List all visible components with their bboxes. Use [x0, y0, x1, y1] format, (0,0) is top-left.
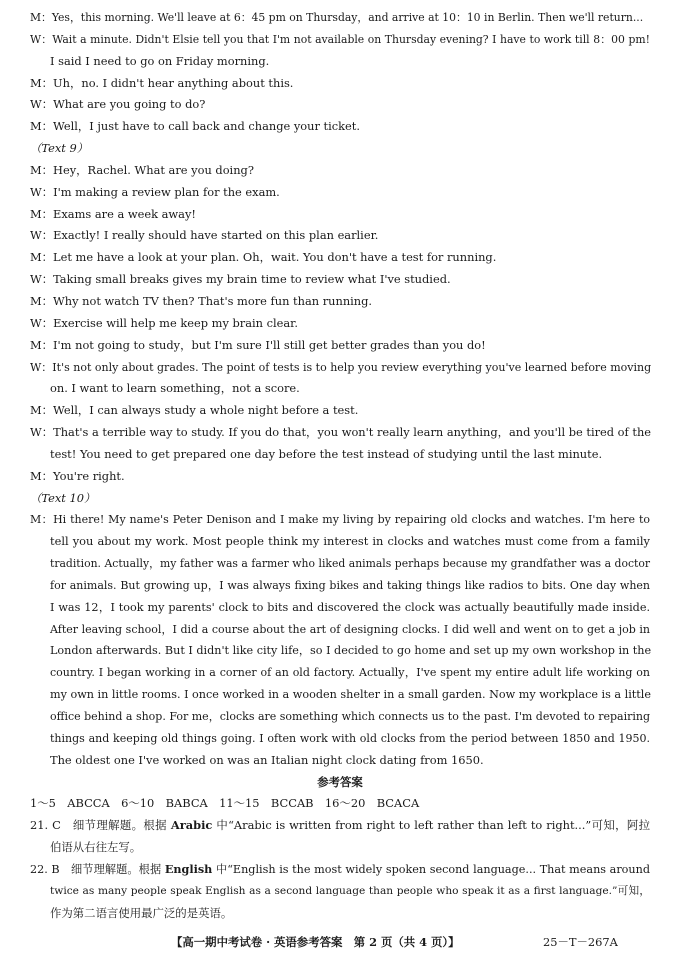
- monologue-line: tradition. Actually，my father was a farmer who liked animals perhaps because my grandfather was a doctor: [50, 557, 650, 571]
- dialogue-line: M：You're right.: [30, 468, 125, 483]
- monologue-line: things and keeping old things going. I often work with old clocks from the period between 1850 and 1950.: [50, 731, 650, 745]
- explanation-22-pre: 22. B 细节理解题。根据: [30, 862, 165, 876]
- monologue-line: London afterwards. But I didn't like city life，so I decided to go home and set up my own workshop in the: [50, 644, 652, 658]
- explanation-22-continued: twice as many people speak English as a second language than people who speak it as a first language.”可知，: [50, 884, 650, 897]
- dialogue-line: W：That's a terrible way to study. If you do that，you won't really learn anything，and you'll be tired of the: [30, 425, 652, 440]
- monologue-line: for animals. But growing up，I was always fixing bikes and taking things like radios to bits. One day when: [50, 578, 650, 592]
- answers-heading: 参考答案: [317, 774, 363, 789]
- dialogue-line: M：Uh，no. I didn't hear anything about this.: [30, 75, 294, 90]
- dialogue-line-continued: I said I need to go on Friday morning.: [50, 53, 270, 68]
- monologue-line: office behind a shop. For me，clocks are something which connects us to the past. I'm devoted to repairing: [50, 710, 650, 723]
- monologue-line: country. I began working in a corner of an old factory. Actually，I've spent my entire adult life working on: [50, 666, 650, 680]
- monologue-line: After leaving school，I did a course about the art of designing clocks. I did well and went on to get a job in: [50, 622, 650, 636]
- monologue-line: I was 12，I took my parents' clock to bits and discovered the clock was actually beautifully made inside.: [50, 600, 650, 614]
- dialogue-line: M：Hey，Rachel. What are you doing?: [30, 162, 254, 177]
- dialogue-line: W：Exercise will help me keep my brain clear.: [30, 315, 298, 330]
- dialogue-line: M：Why not watch TV then? That's more fun than running.: [30, 293, 373, 308]
- explanation-22-keyword: English: [164, 861, 213, 876]
- dialogue-line-continued: on. I want to learn something，not a score.: [50, 381, 300, 396]
- dialogue-line: M：Exams are a week away!: [30, 206, 196, 221]
- explanation-22-post: 中“English is the most widely spoken second language... That means around: [212, 862, 650, 876]
- dialogue-line: M：Well，I can always study a whole night before a test.: [30, 403, 359, 418]
- dialogue-line: M：I'm not going to study，but I'm sure I'll still get better grades than you do!: [30, 337, 486, 352]
- explanation-21-post: 中“Arabic is written from right to left rather than left to right...”可知，阿拉: [212, 818, 650, 833]
- monologue-line: The oldest one I've worked on was an Italian night clock dating from 1650.: [50, 752, 484, 767]
- dialogue-line: W：It's not only about grades. The point of tests is to help you review everything you've learned before moving: [30, 360, 652, 374]
- text-10-label: （Text 10）: [30, 490, 96, 505]
- text-9-label: （Text 9）: [30, 141, 89, 156]
- dialogue-line: W：Taking small breaks gives my brain time to review what I've studied.: [30, 272, 451, 287]
- dialogue-line: M：Let me have a look at your plan. Oh，wait. You don't have a test for running.: [30, 250, 497, 265]
- explanation-21: [30, 815, 650, 837]
- dialogue-line: W：What are you going to do?: [30, 97, 206, 112]
- monologue-line: my own in little rooms. I once worked in a wooden shelter in a small garden. Now my workplace is a little: [50, 688, 651, 702]
- footer-title: 【高一期中考试卷 · 英语参考答案 第 2 页（共 4 页）】: [171, 935, 460, 949]
- dialogue-line-continued: test! You need to get prepared one day before the test instead of studying until the last minute.: [50, 446, 603, 461]
- explanation-22: [30, 859, 650, 881]
- dialogue-line: M：Well，I just have to call back and change your ticket.: [30, 119, 360, 134]
- answer-key: 1～5 ABCCA 6～10 BABCA 11～15 BCCAB 16～20 BCACA: [30, 796, 420, 811]
- explanation-21-continued: 伯语从右往左写。: [50, 840, 142, 855]
- monologue-line: tell you about my work. Most people think my interest in clocks and watches must come from a family: [50, 534, 650, 549]
- monologue-line: M：Hi there! My name's Peter Denison and I make my living by repairing old clocks and watches. I'm here to: [30, 513, 650, 527]
- answer-page: [30, 7, 650, 924]
- dialogue-line: M：Yes，this morning. We'll leave at 6：45 pm on Thursday，and arrive at 10：10 in Berlin. Then we'll return...: [30, 11, 644, 24]
- dialogue-line: W：Exactly! I really should have started on this plan earlier.: [30, 228, 379, 243]
- dialogue-line: W：I'm making a review plan for the exam.: [30, 184, 280, 199]
- explanation-21-pre: 21. C 细节理解题。根据: [30, 818, 171, 833]
- explanation-21-keyword: Arabic: [170, 818, 213, 833]
- footer-code: 25－T－267A: [543, 935, 618, 949]
- page-footer: [0, 931, 677, 953]
- explanation-22-continued: 作为第二语言使用最广泛的是英语。: [50, 905, 233, 920]
- dialogue-line: W：Wait a minute. Didn't Elsie tell you that I'm not available on Thursday evening? I have to work till 8：00 pm!: [30, 32, 650, 46]
